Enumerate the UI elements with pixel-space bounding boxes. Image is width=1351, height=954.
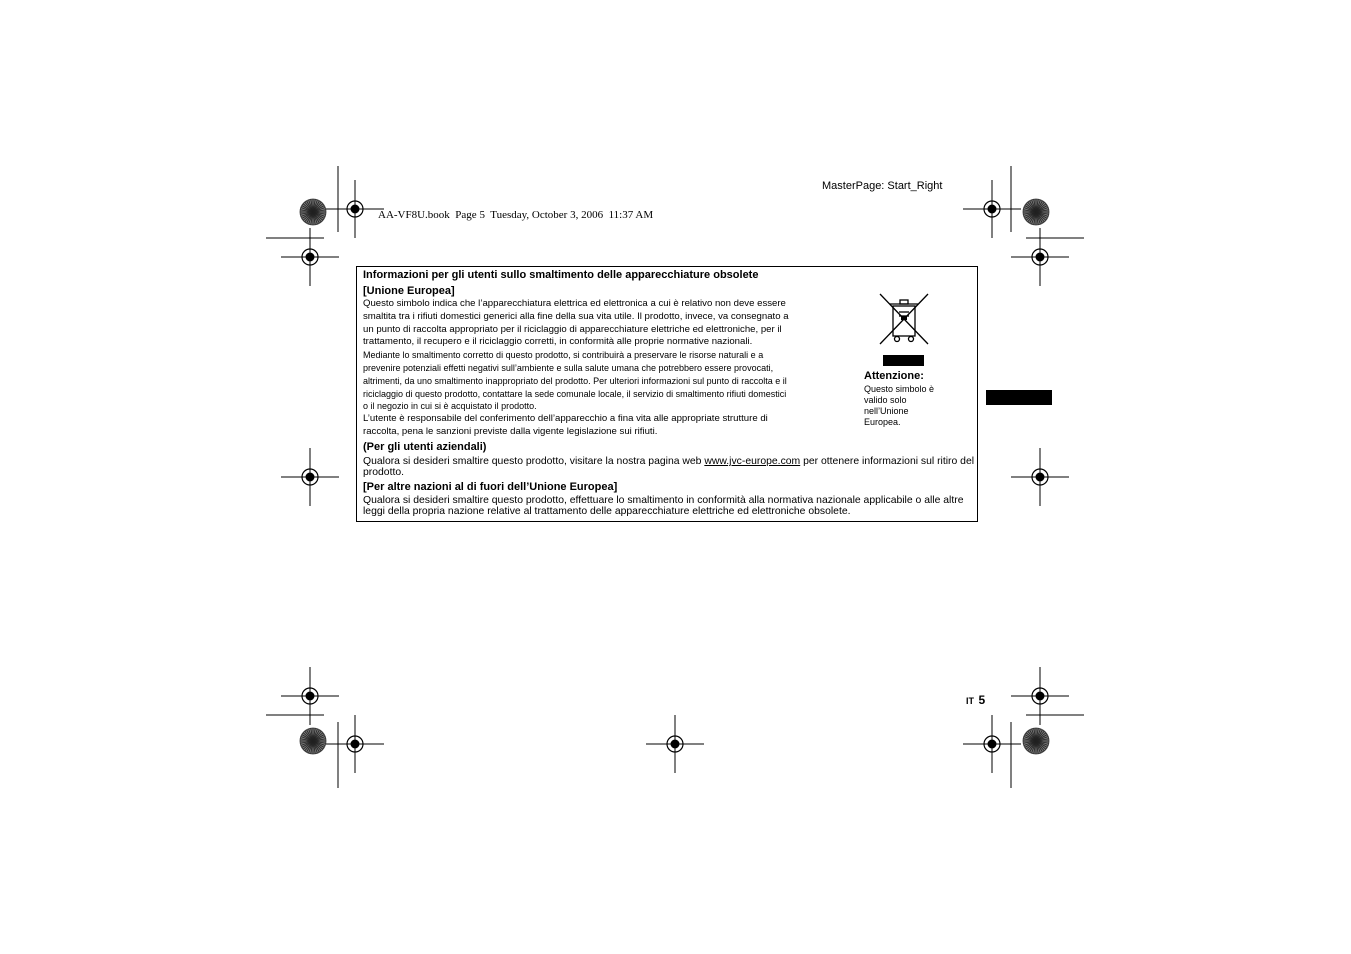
eu-line: trattamento, il recupero e il riciclaggio corretti, in conformità alle proprie normative nazionali.	[363, 336, 753, 348]
eu-line: smaltita tra i rifiuti domestici generici alla fine della sua vita utile. Il prodotto, invece, va consegnato a	[363, 310, 789, 322]
business-paragraph	[363, 456, 975, 478]
eu-heading: [Unione Europea]	[363, 285, 455, 297]
registration-mark	[281, 448, 339, 506]
book-info-header: AA-VF8U.book Page 5 Tuesday, October 3, 2006 11:37 AM	[378, 209, 654, 221]
color-target-mark	[1023, 728, 1049, 754]
eu-line: Mediante lo smaltimento corretto di questo prodotto, si contribuirà a preservare le risorse naturali e a	[363, 350, 764, 361]
business-text-pre: Qualora si desideri smaltire questo prodotto, visitare la nostra pagina web	[363, 456, 705, 467]
color-target-mark	[300, 199, 326, 225]
color-target-mark	[1023, 199, 1049, 225]
attention-heading: Attenzione:	[864, 370, 924, 382]
eu-paragraph	[363, 298, 789, 439]
eu-line: o il negozio in cui si è acquistato il prodotto.	[363, 401, 537, 412]
business-heading: (Per gli utenti aziendali)	[363, 441, 487, 453]
symbol-bar	[883, 355, 924, 366]
section-tab	[986, 390, 1052, 405]
eu-line: un punto di raccolta appropriato per il riciclaggio di apparecchiature elettriche ed elettroniche, per il	[363, 323, 782, 335]
eu-line: riciclaggio di questo prodotto, contattare la sede comunale locale, il servizio di smaltimento rifiuti domestici	[363, 388, 787, 399]
registration-mark	[1011, 448, 1069, 506]
eu-line: L’utente è responsabile del conferimento dell’apparecchio a fina vita alle appropriate strutture di	[363, 413, 768, 425]
registration-mark	[326, 715, 384, 773]
color-target-mark	[300, 728, 326, 754]
registration-mark	[326, 180, 384, 238]
registration-mark	[1011, 228, 1069, 286]
notice-title: Informazioni per gli utenti sullo smaltimento delle apparecchiature obsolete	[363, 269, 759, 281]
other-nations-paragraph: Qualora si desideri smaltire questo prodotto, effettuare lo smaltimento in conformità alla normativa nazionale applicabile o alle altre leggi della propria nazione relative al trattamento delle apparecchiature elettriche ed elettroniche obsolete.	[363, 495, 964, 518]
registration-mark	[963, 180, 1021, 238]
language-code: IT	[966, 696, 974, 706]
crossed-out-wheelie-bin-icon	[879, 292, 929, 348]
jvc-europe-link[interactable]: www.jvc-europe.com	[704, 456, 801, 467]
disposal-notice-box	[356, 266, 978, 522]
registration-mark	[963, 715, 1021, 773]
registration-mark	[646, 715, 704, 773]
page-number-value: 5	[978, 693, 986, 707]
eu-line: prevenire potenziali effetti negativi sull’ambiente e sulla salute umana che potrebbero essere provocati,	[363, 362, 774, 373]
eu-line: raccolta, pena le sanzioni previste dalla vigente legislazione sui rifiuti.	[363, 425, 658, 437]
masterpage-label: MasterPage: Start_Right	[822, 180, 943, 192]
attention-text: Questo simbolo è valido solo nell’Unione Europea.	[864, 384, 935, 427]
page-number	[966, 691, 985, 709]
registration-mark	[281, 228, 339, 286]
other-nations-heading: [Per altre nazioni al di fuori dell’Unione Europea]	[363, 481, 618, 493]
registration-mark	[281, 667, 339, 725]
registration-mark	[1011, 667, 1069, 725]
business-text-post: per ottenere informazioni sul ritiro del prodotto.	[363, 456, 975, 479]
eu-line: altrimenti, da uno smaltimento inappropriato del prodotto. Per ulteriori informazioni sul punto di raccolta e il	[363, 375, 787, 386]
eu-line: Questo simbolo indica che l’apparecchiatura elettrica ed elettronica a cui è relativo non deve essere	[363, 298, 786, 309]
